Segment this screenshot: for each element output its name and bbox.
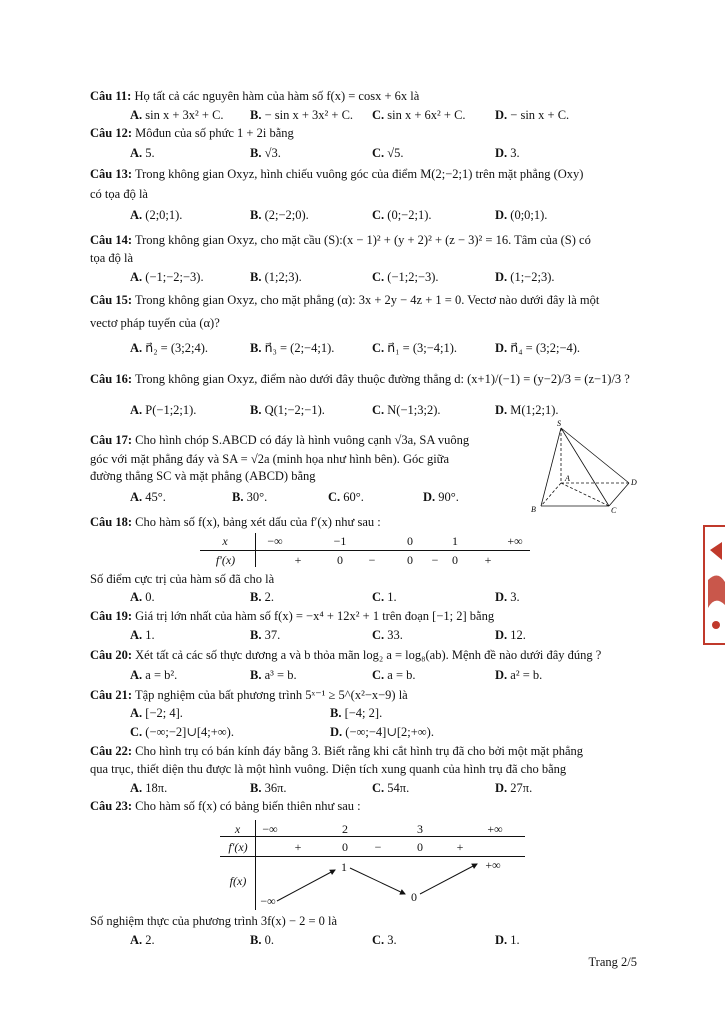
option-d: D. 90°. [423,490,459,504]
option-c: C. (−1;2;−3). [372,270,439,284]
option-a: A. 5. [130,146,155,160]
pyramid-figure [525,418,645,518]
option-d: D. − sin x + C. [495,108,570,122]
option-d: D. 3. [495,146,520,160]
option-c: C. n⃗₁ = (3;−4;1). [372,341,458,355]
question-16: Câu 16: Trong không gian Oxyz, điểm nào dưới đây thuộc đường thẳng d: (x+1)/(−1) = (y−2)/3 = (z−1)/3 ? [90,372,630,386]
option-b: B. √3. [250,146,281,160]
option-d: D. 3. [495,590,520,604]
option-b: B. 30°. [232,490,268,504]
label-d: D [631,478,637,487]
question-14: Câu 14: Trong không gian Oxyz, cho mặt cầu (S):(x − 1)² + (y + 2)² + (z − 3)² = 16. Tâm của (S) có [90,233,591,247]
option-d: D. 27π. [495,781,533,795]
question-18-cont: Số điểm cực trị của hàm số đã cho là [90,572,275,586]
option-b: B. a³ = b. [250,668,297,682]
question-23-cont: Số nghiệm thực của phương trình 3f(x) − 2 = 0 là [90,914,338,928]
option-b: B. [−4; 2]. [330,706,383,720]
option-c: C. sin x + 6x² + C. [372,108,466,122]
option-b: B. Q(1;−2;−1). [250,403,325,417]
question-21: Câu 21: Tập nghiệm của bất phương trình 5ˣ⁻¹ ≥ 5^(x²−x−9) là [90,688,408,702]
option-c: C. √5. [372,146,404,160]
option-d: D. M(1;2;1). [495,403,559,417]
question-20: Câu 20: Xét tất cả các số thực dương a và b thỏa mãn log₂ a = log₈(ab). Mệnh đề nào dưới đây đúng ? [90,648,602,662]
question-15-cont: vectơ pháp tuyến của (α)? [90,316,220,330]
label-c: C [611,506,617,515]
question-17-cont2: đường thẳng SC và mặt phẳng (ABCD) bằng [90,469,316,483]
question-label: Câu 11: [90,89,132,103]
label-b: B [531,505,536,514]
option-c: C. N(−1;3;2). [372,403,441,417]
option-b: B. n⃗₃ = (2;−4;1). [250,341,335,355]
question-14-cont: tọa độ là [90,251,134,265]
option-c: C. (0;−2;1). [372,208,432,222]
page-number: Trang 2/5 [588,955,637,969]
option-c: C. 33. [372,628,403,642]
question-13-cont: có tọa độ là [90,187,148,201]
option-c: C. 3. [372,933,397,947]
option-b: B. 0. [250,933,274,947]
question-text: Họ tất cả các nguyên hàm của hàm số f(x) = cosx + 6x là [134,89,420,103]
question-22: Câu 22: Cho hình trụ có bán kính đáy bằng 3. Biết rằng khi cắt hình trụ đã cho bởi một mặt phẳng [90,744,584,758]
question-17: Câu 17: Cho hình chóp S.ABCD có đáy là hình vuông cạnh √3a, SA vuông [90,433,470,447]
option-a: A. 45°. [130,490,166,504]
option-c: C. (−∞;−2]∪[4;+∞). [130,725,234,739]
option-a: A. n⃗₂ = (3;2;4). [130,341,209,355]
option-a: A. (2;0;1). [130,208,183,222]
option-a: A. 2. [130,933,155,947]
option-b: B. (2;−2;0). [250,208,309,222]
stamp-fragment [700,520,725,650]
question-23: Câu 23: Cho hàm số f(x) có bảng biến thiên như sau : [90,799,361,813]
option-a: A. 18π. [130,781,168,795]
option-d: D. a² = b. [495,668,543,682]
option-d: D. n⃗₄ = (3;2;−4). [495,341,581,355]
option-d: D. (1;−2;3). [495,270,555,284]
option-c: C. a = b. [372,668,416,682]
question-11 [90,89,419,104]
question-19: Câu 19: Giá trị lớn nhất của hàm số f(x) = −x⁴ + 12x² + 1 trên đoạn [−1; 2] bằng [90,609,495,623]
question-15: Câu 15: Trong không gian Oxyz, cho mặt phẳng (α): 3x + 2y − 4z + 1 = 0. Vectơ nào dưới đây là một [90,293,600,307]
option-c: C. 1. [372,590,397,604]
option-d: D. (0;0;1). [495,208,548,222]
option-b: B. 36π. [250,781,287,795]
option-b: B. 37. [250,628,281,642]
option-b: B. 2. [250,590,274,604]
option-a: A. (−1;−2;−3). [130,270,204,284]
option-a: A. [−2; 4]. [130,706,183,720]
option-c: C. 60°. [328,490,364,504]
option-b: B. − sin x + 3x² + C. [250,108,354,122]
question-22-cont: qua trục, thiết diện thu được là một hình vuông. Diện tích xung quanh của hình trụ đã cho bằng [90,762,567,776]
question-18: Câu 18: Cho hàm số f(x), bảng xét dấu của f′(x) như sau : [90,515,381,529]
option-a: A. sin x + 3x² + C. [130,108,224,122]
question-17-cont: góc với mặt phẳng đáy và SA = √2a (minh họa như hình bên). Góc giữa [90,452,450,466]
label-s: S [557,419,561,428]
option-a: A. a = b². [130,668,178,682]
option-d: D. (−∞;−4]∪[2;+∞). [330,725,434,739]
question-12: Câu 12: Môđun của số phức 1 + 2i bằng [90,126,294,140]
option-a: A. P(−1;2;1). [130,403,197,417]
option-d: D. 12. [495,628,526,642]
option-a: A. 1. [130,628,155,642]
question-13: Câu 13: Trong không gian Oxyz, hình chiếu vuông góc của điểm M(2;−2;1) trên mặt phẳng (Oxy) [90,167,584,181]
label-a: A [565,474,570,483]
option-b: B. (1;2;3). [250,270,302,284]
option-d: D. 1. [495,933,520,947]
option-a: A. 0. [130,590,155,604]
option-c: C. 54π. [372,781,410,795]
